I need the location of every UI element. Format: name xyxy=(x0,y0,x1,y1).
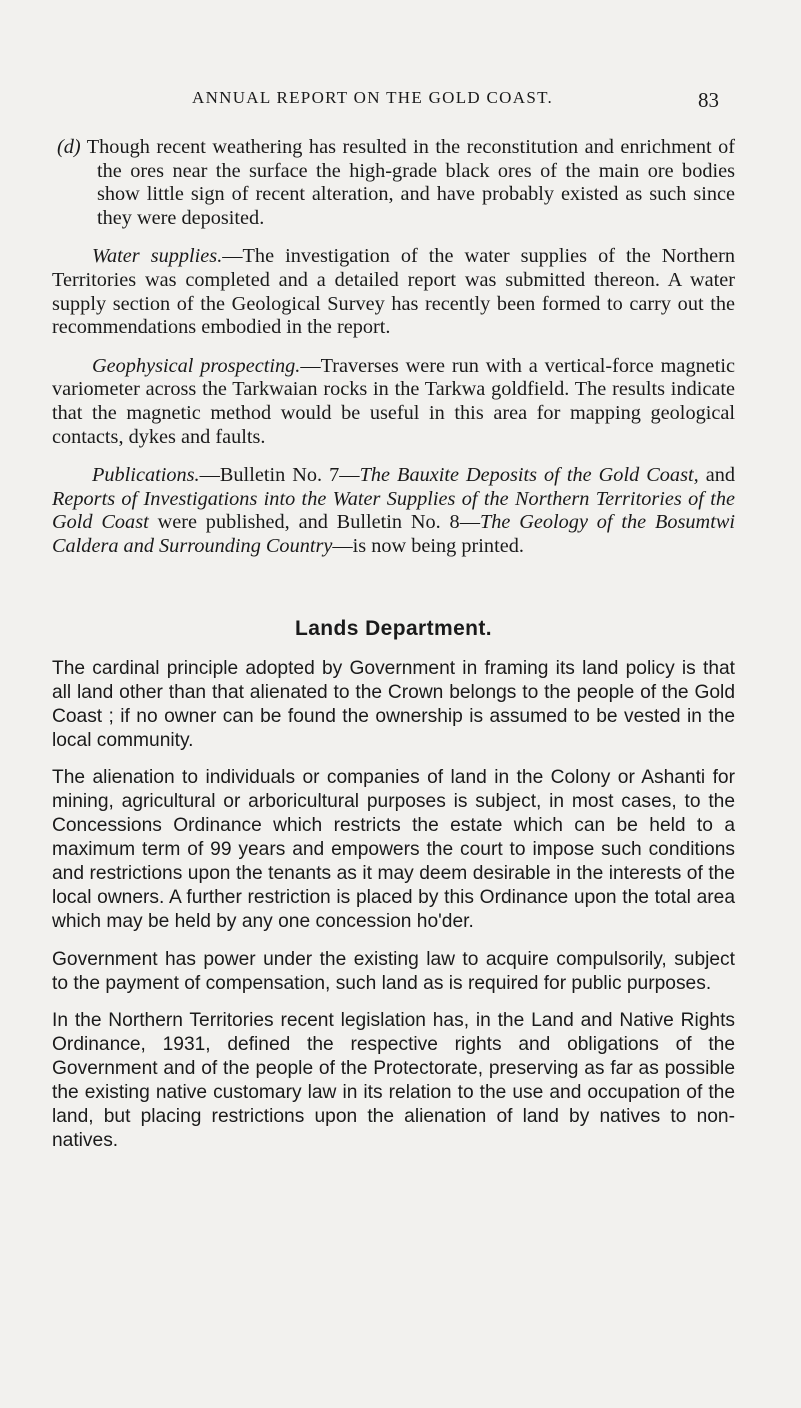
page-header xyxy=(0,88,801,118)
publication-title-bauxite: The Bauxite Deposits of the Gold Coast, xyxy=(359,464,699,487)
publication-title-water-supplies: Reports of Investigations into the Water Supplies of the Northern Territories of the Gold Coast xyxy=(52,487,735,534)
publications-text-4: —is now being printed. xyxy=(332,534,524,557)
lands-paragraph-4: In the Northern Territories recent legislation has, in the Land and Native Rights Ordinance, 1931, defined the respective rights and obligations of the Government and of the people of the Protectorate, preserving as far as possible the existing native customary law in its relation to the use and occupation of the land, but placing restrictions upon the alienation of land by natives to non-natives. xyxy=(52,1009,735,1152)
publications-title: Publications. xyxy=(92,464,200,487)
geophysical-prospecting-title: Geophysical prospecting. xyxy=(92,354,301,377)
publications-text-3: were published, and Bulletin No. 8— xyxy=(148,511,480,534)
lands-paragraph-1: The cardinal principle adopted by Government in framing its land policy is that all land other than that alienated to the Crown belongs to the people of the Gold Coast ; if no owner can be found the ownership is assumed to be vested in the local community. xyxy=(52,657,735,751)
paragraph-geophysical-prospecting xyxy=(52,355,735,449)
publication-title-bosumtwi: The Geology of the Bosumtwi Caldera and Surrounding Country xyxy=(52,511,735,557)
paragraph-d xyxy=(52,136,735,230)
publications-text-1: —Bulletin No. 7— xyxy=(199,464,360,487)
running-title: ANNUAL REPORT ON THE GOLD COAST. xyxy=(192,88,554,107)
paragraph-d-text: Though recent weathering has resulted in the reconstitution and enrichment of the ores near the surface the high-grade black ores of the main ore bodies show little sign of recent alteration, and have probably existed as such since they were deposited. xyxy=(80,136,735,229)
geophysical-prospecting-text: —Traverses were run with a vertical-force magnetic variometer across the Tarkwaian rocks in the Tarkwa goldfield. The results indicate that the magnetic method would be useful in this area for mapping geological contacts, dykes and faults. xyxy=(52,354,735,448)
page-number: 83 xyxy=(698,88,719,112)
publications-text-2: and xyxy=(698,464,735,487)
lands-paragraph-2: The alienation to individuals or companies of land in the Colony or Ashanti for mining, agricultural or arboricultural purposes is subject, in most cases, to the Concessions Ordinance which restricts the estate which can be held to a maximum term of 99 years and empowers the court to impose such conditions and restrictions upon the tenants as it may deem desirable in the interests of the local owners. A further restriction is placed by this Ordinance upon the total area which may be held by any one concession ho'der. xyxy=(52,766,735,933)
paragraph-d-label: (d) xyxy=(57,136,81,158)
water-supplies-text: —The investigation of the water supplies of the Northern Territories was completed and a detailed report was submitted thereon. A water supply section of the Geological Survey has recently been formed to carry out the recommendations embodied in the report. xyxy=(52,245,735,339)
page-body xyxy=(52,136,735,1153)
section-heading-lands-department: Lands Department. xyxy=(295,616,492,640)
water-supplies-title: Water supplies. xyxy=(92,245,223,268)
paragraph-water-supplies xyxy=(52,245,735,339)
lands-paragraph-3: Government has power under the existing law to acquire compulsorily, subject to the payment of compensation, such land as is required for public purposes. xyxy=(52,948,735,994)
paragraph-publications xyxy=(52,464,735,558)
